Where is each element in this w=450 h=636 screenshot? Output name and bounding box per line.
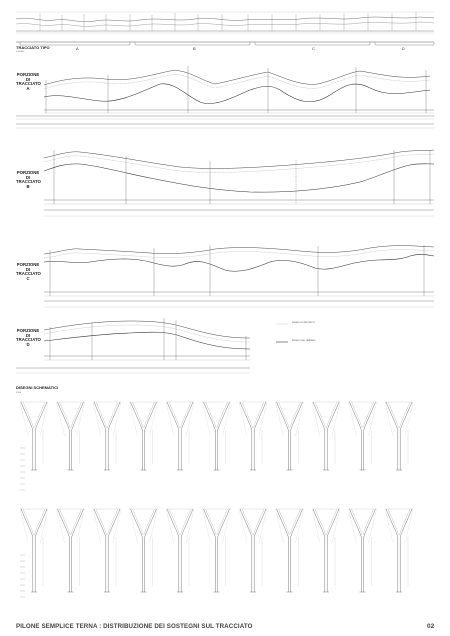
portion-c-pylons [50,245,424,296]
schematic-pylon [130,402,158,470]
level-ticks [20,555,25,597]
pylon-row-1 [20,402,413,490]
schematic-pylon [312,402,340,470]
schematic-pylon [276,509,304,592]
footer-title: PILONE SEMPLICE TERNA : DISTRIBUZIONE DEI SOSTEGNI SUL TRACCIATO [16,623,253,630]
legend-swatches [276,324,288,342]
schematic-pylon [312,509,340,592]
overview-profile [16,12,434,42]
portion-c-profile [44,246,434,307]
portion-d-profile [16,321,250,373]
portion-b-label: PORZIONE DI TRACCIATO B [16,170,41,189]
schematic-pylon [203,509,231,592]
schematic-pylon [93,509,121,592]
portion-c-label: PORZIONE DI TRACCIATO C [16,262,41,281]
overview-scale: 1:10.000 [16,51,24,53]
portion-b-pylons [54,150,430,204]
overview-pylon-ticks [40,12,416,31]
portion-a-profile [16,71,434,128]
schematic-pylon [385,402,413,470]
schematic-pylon [20,402,48,470]
segment-letter-d: D [402,46,405,51]
schematic-pylon [166,509,194,592]
schematic-pylon [93,402,121,470]
pylon-row-2 [20,509,413,597]
schematic-pylon [239,402,267,470]
level-ticks [20,448,25,490]
schematic-pylon [349,509,377,592]
portion-b-profile [44,150,434,216]
schematic-pylon [130,509,158,592]
portion-a-pylons [46,66,426,113]
segment-letter-c: C [312,46,315,51]
schematic-pylon [203,402,231,470]
schematic-pylon [57,402,85,470]
legend-item-project-profile: PROFILO DI PROGETTO [292,322,316,324]
schematic-pylon [276,402,304,470]
schematic-pylon [349,402,377,470]
overview-title: TRACCIATO TIPO [16,45,50,50]
schematic-pylon [385,509,413,592]
schematic-pylon [57,509,85,592]
segment-letter-a: A [76,46,79,51]
schematic-pylon [20,509,48,592]
schematic-pylon [166,402,194,470]
schematic-scale: 1:500 [16,392,22,394]
schematic-pylon [239,509,267,592]
segment-letter-b: B [193,46,196,51]
portion-a-label: PORZIONE DI TRACCIATO A [16,72,41,91]
legend-item-terrain-profile: PROFILO DEL TERRENO [292,340,316,342]
schematic-title: DISEGNI SCHEMATICI [16,385,59,390]
page-number: 02 [427,623,435,630]
portion-d-label: PORZIONE DI TRACCIATO D [16,328,41,347]
segment-brackets [20,42,434,45]
